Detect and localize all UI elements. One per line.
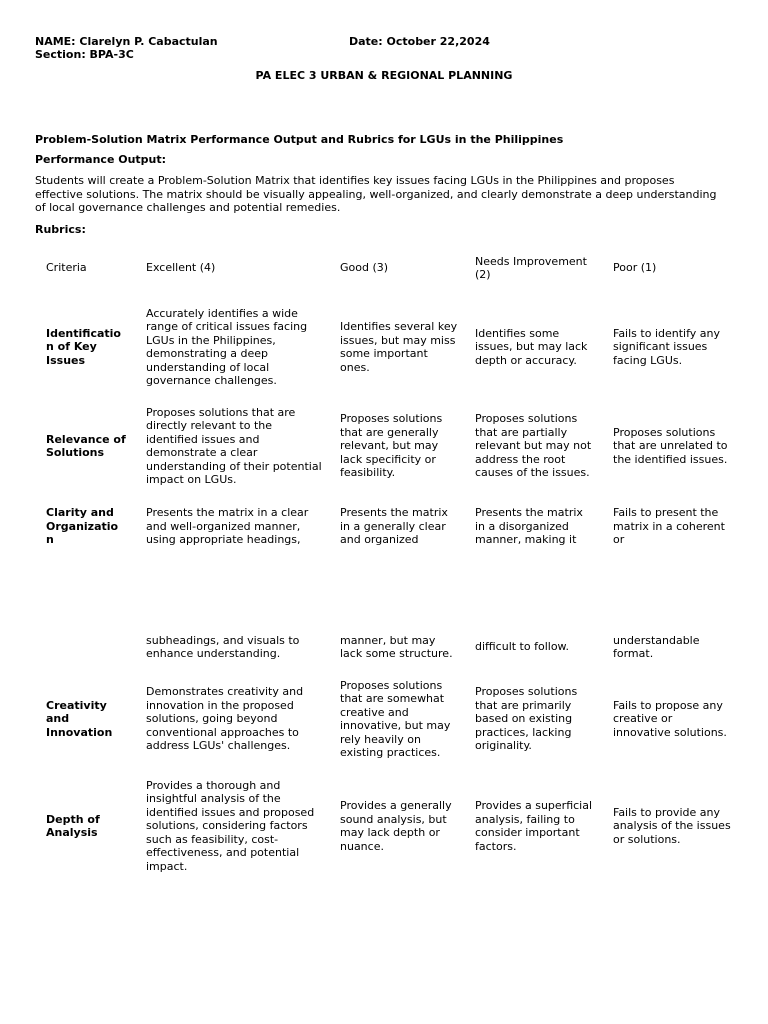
column-header-good: Good (3) (340, 261, 389, 275)
good-cell: Proposes solutions that are somewhat creative and innovative, but may rely heavily on existing practices. (340, 678, 451, 759)
rubrics-heading: Rubrics: (35, 223, 86, 236)
column-header-needs-improvement: Needs Improvement (2) (475, 254, 587, 281)
needs-improvement-cell: Proposes solutions that are partially relevant but may not address the root causes of the issues. (475, 412, 592, 480)
column-header-excellent: Excellent (4) (146, 261, 216, 275)
poor-cell: Fails to propose any creative or innovative solutions. (613, 698, 727, 739)
course-title: PA ELEC 3 URBAN & REGIONAL PLANNING (255, 69, 513, 82)
performance-output-text: Students will create a Problem-Solution Matrix that identifies key issues facing LGUs in the Philippines and proposes effective solutions. The matrix should be visually appealing, well-organized, and clearly demonstrate a deep understanding of local governance challenges and potential remedies. (35, 174, 717, 214)
needs-improvement-cell: Identifies some issues, but may lack depth or accuracy. (475, 326, 588, 367)
good-cell: manner, but may lack some structure. (340, 633, 453, 660)
needs-improvement-cell: Presents the matrix in a disorganized manner, making it (475, 506, 583, 546)
student-section: Section: BPA-3C (35, 48, 134, 61)
excellent-cell: Provides a thorough and insightful analysis of the identified issues and proposed solutions, considering factors such as feasibility, cost-effectiveness, and potential impact. (146, 778, 315, 873)
needs-improvement-cell: Provides a superficial analysis, failing to consider important factors. (475, 799, 593, 853)
good-cell: Provides a generally sound analysis, but may lack depth or nuance. (340, 799, 452, 853)
poor-cell: Fails to present the matrix in a coherent or (613, 506, 725, 546)
criteria-cell: Depth of Analysis (46, 812, 100, 839)
poor-cell: Fails to provide any analysis of the issues or solutions. (613, 805, 731, 846)
good-cell: Identifies several key issues, but may miss some important ones. (340, 320, 458, 374)
excellent-cell: Accurately identifies a wide range of critical issues facing LGUs in the Philippines, demonstrating a deep understanding of local governance challenges. (146, 306, 308, 387)
good-cell: Presents the matrix in a generally clear and organized (340, 506, 448, 546)
submission-date: Date: October 22,2024 (349, 35, 490, 48)
criteria-cell: Relevance of Solutions (46, 432, 126, 459)
column-header-poor: Poor (1) (613, 261, 657, 275)
poor-cell: Fails to identify any significant issues facing LGUs. (613, 326, 720, 367)
criteria-cell: Creativity and Innovation (46, 698, 113, 739)
needs-improvement-cell: difficult to follow. (475, 640, 570, 654)
needs-improvement-cell: Proposes solutions that are primarily based on existing practices, lacking originality. (475, 685, 578, 753)
column-header-criteria: Criteria (46, 261, 87, 275)
good-cell: Proposes solutions that are generally relevant, but may lack specificity or feasibility. (340, 412, 443, 480)
excellent-cell: Presents the matrix in a clear and well-organized manner, using appropriate headings, (146, 506, 309, 546)
excellent-cell: Demonstrates creativity and innovation in the proposed solutions, going beyond conventional approaches to address LGUs' challenges. (146, 685, 304, 753)
poor-cell: understandable format. (613, 633, 700, 660)
document-title: Problem-Solution Matrix Performance Output and Rubrics for LGUs in the Philippines (35, 133, 564, 146)
excellent-cell: subheadings, and visuals to enhance understanding. (146, 633, 300, 660)
criteria-cell: Clarity and Organizatio n (46, 506, 119, 546)
student-name: NAME: Clarelyn P. Cabactulan (35, 35, 218, 48)
criteria-cell: Identificatio n of Key Issues (46, 326, 121, 367)
poor-cell: Proposes solutions that are unrelated to the identified issues. (613, 425, 728, 466)
performance-output-heading: Performance Output: (35, 153, 167, 166)
excellent-cell: Proposes solutions that are directly relevant to the identified issues and demonstrate a clear understanding of their potential impact on LGUs. (146, 405, 322, 486)
